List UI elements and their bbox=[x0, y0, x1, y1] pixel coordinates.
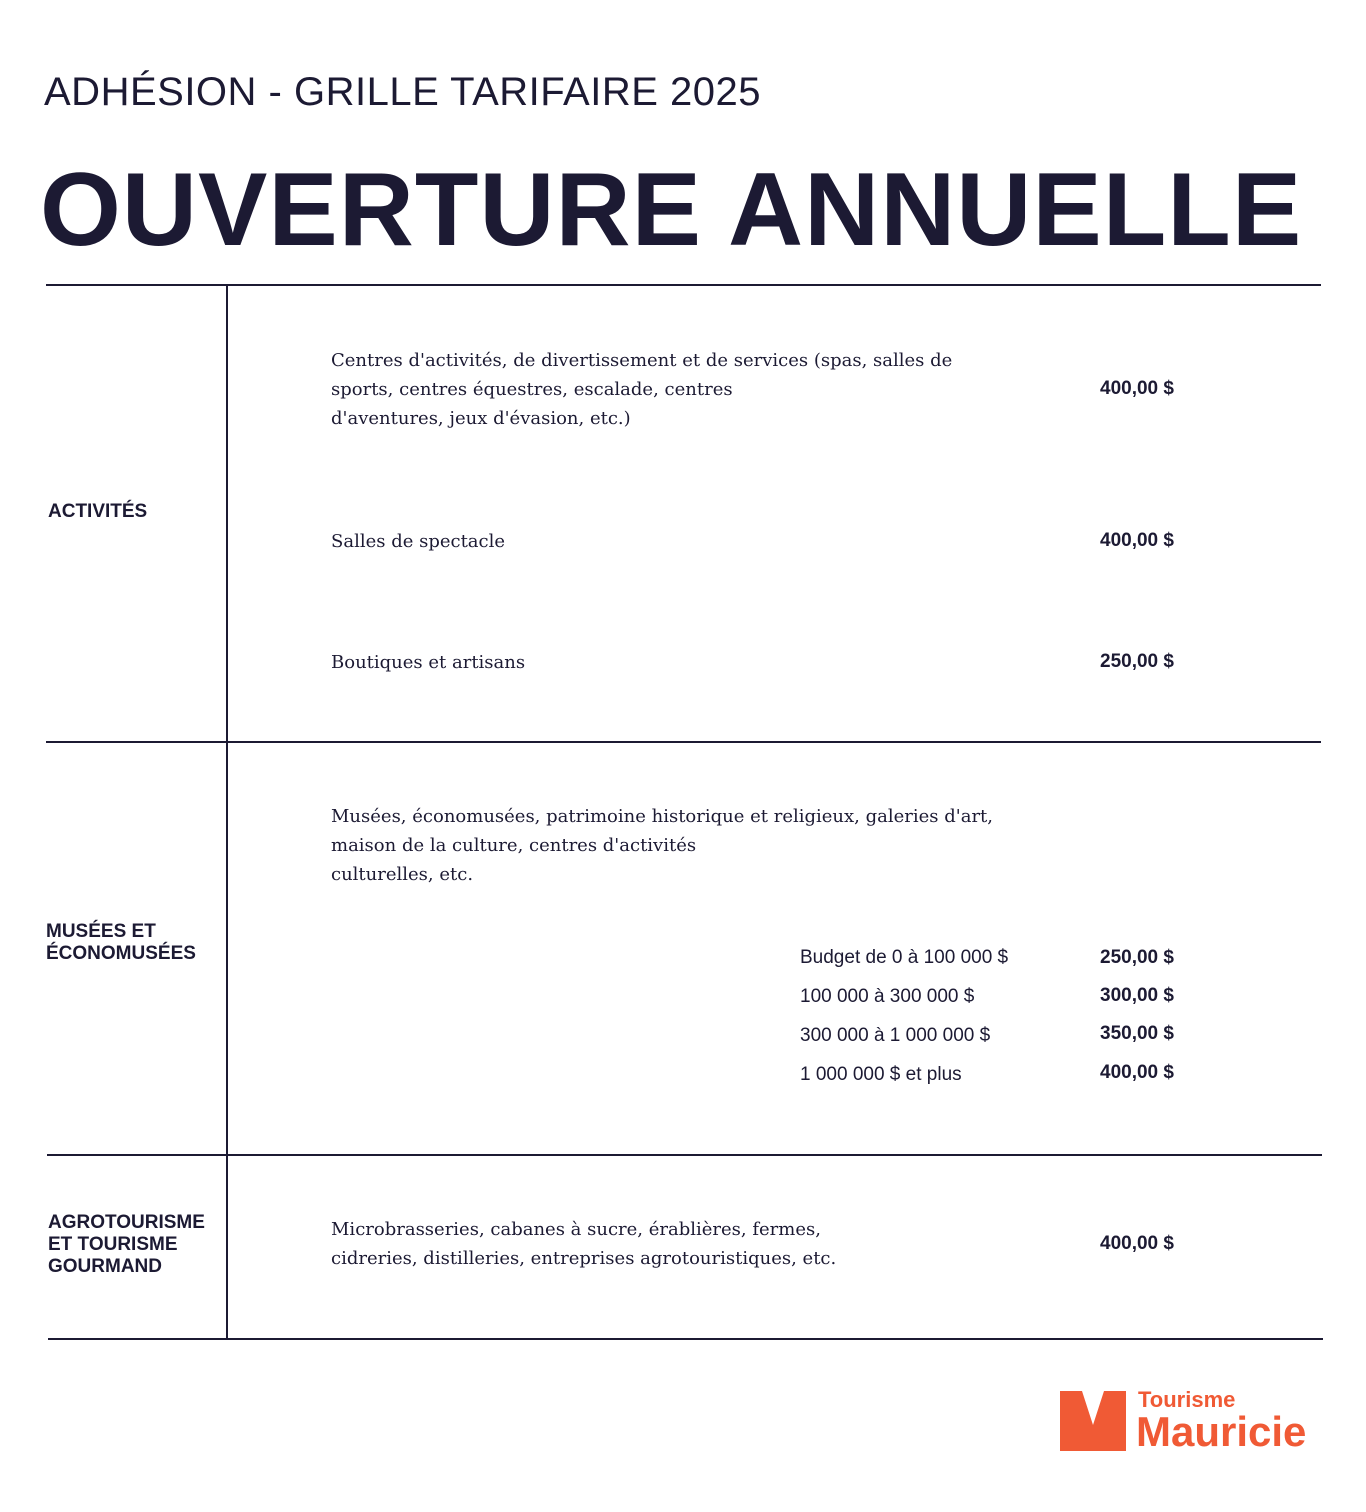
budget-tier-label: 1 000 000 $ et plus bbox=[800, 1064, 962, 1085]
table-top-rule bbox=[46, 284, 1321, 286]
page-subtitle: ADHÉSION - GRILLE TARIFAIRE 2025 bbox=[44, 70, 761, 114]
budget-tier-price: 250,00 $ bbox=[1100, 947, 1174, 968]
category-label-agrotourisme: AGROTOURISME ET TOURISME GOURMAND bbox=[48, 1212, 205, 1277]
budget-tier-label: 300 000 à 1 000 000 $ bbox=[800, 1025, 991, 1046]
row-price: 250,00 $ bbox=[1100, 651, 1174, 672]
row-description: Salles de spectacle bbox=[331, 531, 506, 552]
section-divider bbox=[46, 741, 1321, 743]
category-label-musees: MUSÉES ET ÉCONOMUSÉES bbox=[46, 921, 196, 964]
column-divider bbox=[226, 286, 228, 1339]
budget-tier-price: 300,00 $ bbox=[1100, 985, 1174, 1006]
row-price: 400,00 $ bbox=[1100, 1233, 1174, 1254]
tourisme-mauricie-logo-icon bbox=[1060, 1391, 1126, 1451]
page-title: OUVERTURE ANNUELLE bbox=[40, 152, 1303, 268]
row-description: Musées, économusées, patrimoine historique et religieux, galeries d'art, maison de la culture, centres d'activités culturelles, etc. bbox=[331, 806, 994, 885]
row-price: 400,00 $ bbox=[1100, 530, 1174, 551]
logo-text-line1: Tourisme bbox=[1138, 1387, 1236, 1412]
row-description: Boutiques et artisans bbox=[331, 652, 526, 673]
category-label-activites: ACTIVITÉS bbox=[48, 501, 148, 522]
budget-tier-price: 400,00 $ bbox=[1100, 1062, 1174, 1083]
row-price: 400,00 $ bbox=[1100, 378, 1174, 399]
row-description: Centres d'activités, de divertissement et de services (spas, salles de sports, centres équestres, escalade, centres d'aventures, jeux d'évasion, etc.) bbox=[331, 350, 953, 429]
row-description: Microbrasseries, cabanes à sucre, érablières, fermes, cidreries, distilleries, entreprises agrotouristiques, etc. bbox=[331, 1219, 837, 1269]
budget-tier-price: 350,00 $ bbox=[1100, 1023, 1174, 1044]
logo-text-line2: Mauricie bbox=[1136, 1408, 1307, 1455]
budget-tier-label: Budget de 0 à 100 000 $ bbox=[800, 947, 1009, 968]
table-bottom-rule bbox=[48, 1338, 1323, 1340]
budget-tier-label: 100 000 à 300 000 $ bbox=[800, 986, 975, 1007]
section-divider bbox=[47, 1154, 1322, 1156]
